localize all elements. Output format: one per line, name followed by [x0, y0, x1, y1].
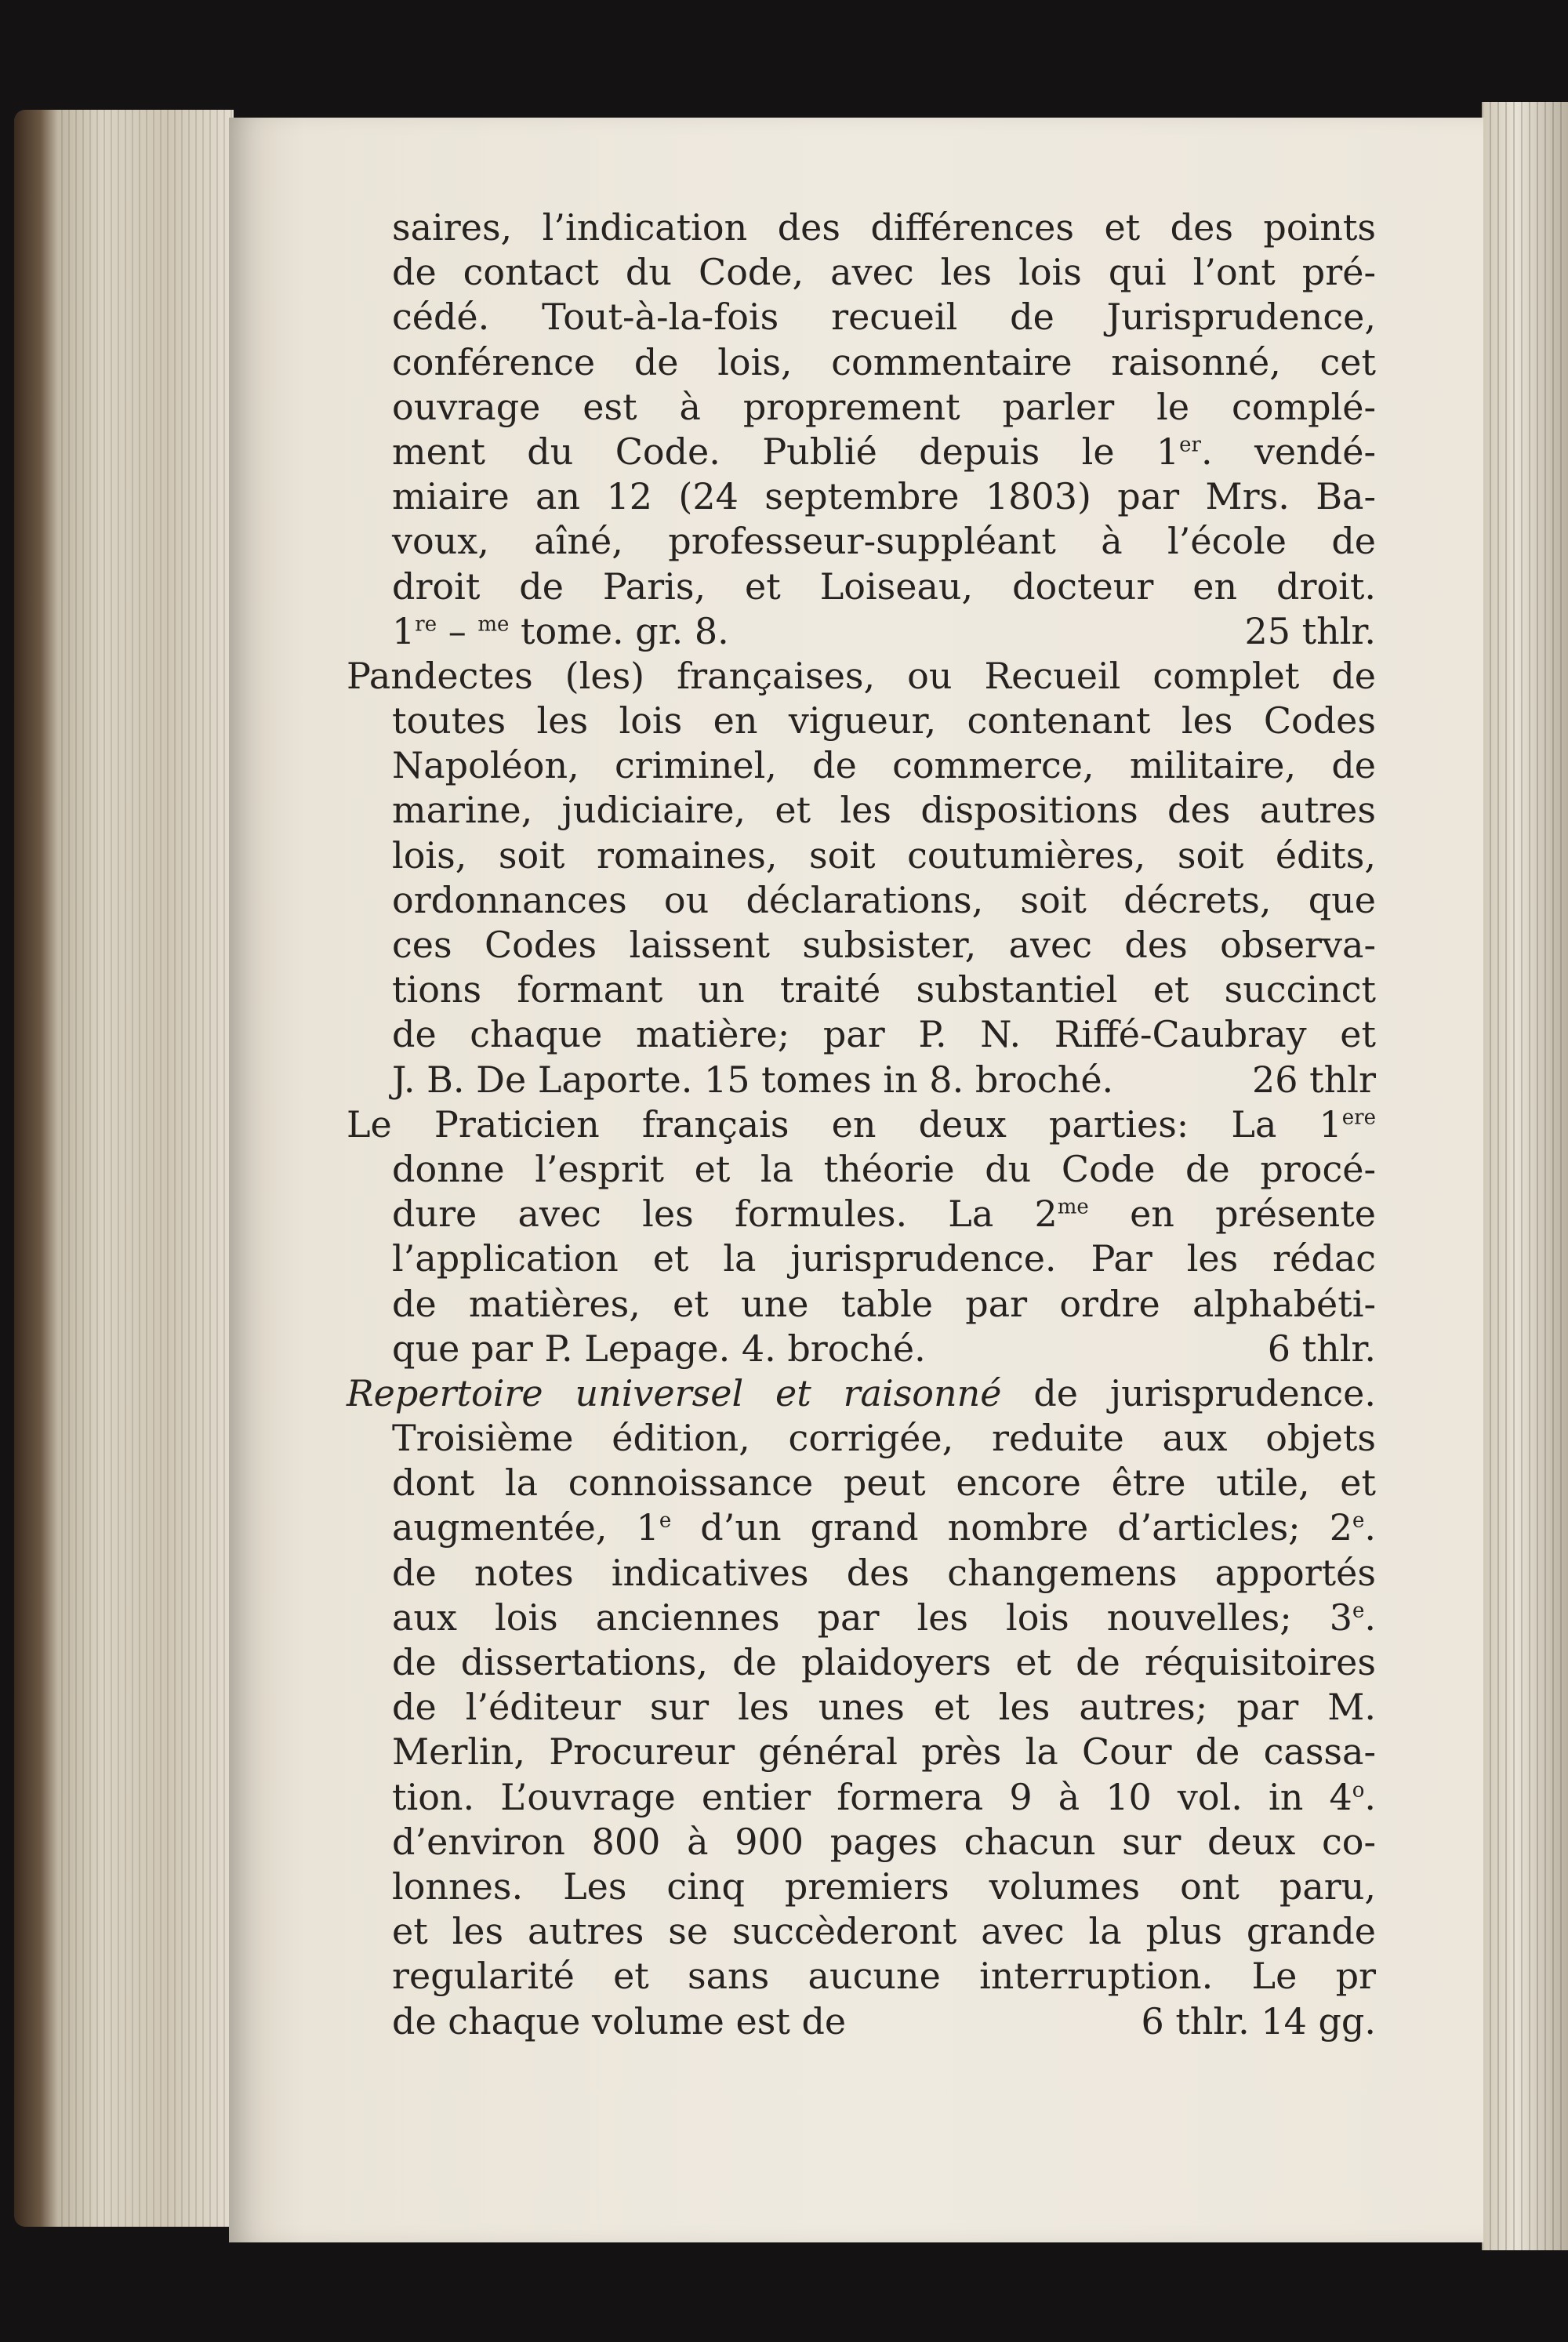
text-line: conférence de lois, commentaire raisonné, cet	[392, 340, 1376, 383]
price: 26 thlr	[1252, 1058, 1376, 1101]
text-segment: de chaque volume est de	[392, 1999, 847, 2042]
text-line: Merlin, Procureur général près la Cour de cassa-	[392, 1730, 1376, 1774]
text-line	[392, 1775, 1376, 1820]
text-line: regularité et sans aucune interruption. Le pr	[392, 1955, 1376, 1998]
text-line: de chaque matière; par P. N. Riffé-Caubray et	[392, 1013, 1376, 1056]
entry-heading-line	[347, 1371, 1376, 1416]
page-text	[347, 205, 1377, 2044]
text-line: toutes les lois en vigueur, contenant les Codes	[392, 699, 1376, 743]
text-segment: Le Praticien français en deux parties: La 1	[347, 1102, 1342, 1146]
text-line: cédé. Tout-à-la-fois recueil de Jurisprudence,	[392, 296, 1376, 339]
text-line: de matières, et une table par ordre alphabéti-	[392, 1282, 1376, 1325]
text-line	[392, 430, 1376, 474]
text-segment: –	[437, 609, 478, 652]
text-segment: tome. gr. 8.	[509, 609, 729, 652]
text-line: voux, aîné, professeur-suppléant à l’école de	[392, 520, 1376, 563]
text-segment	[392, 609, 729, 654]
superscript: e	[659, 1509, 672, 1534]
text-segment: .	[1364, 1506, 1377, 1549]
text-line: de notes indicatives des changemens apportés	[392, 1551, 1376, 1594]
text-line: miaire an 12 (24 septembre 1803) par Mrs. Ba-	[392, 475, 1376, 518]
text-line: et les autres se succèderont avec la plus grande	[392, 1910, 1376, 1953]
book-fore-edge-right	[1482, 102, 1568, 2250]
text-line: tions formant un traité substantiel et succinct	[392, 968, 1376, 1011]
text-segment: .	[1364, 1775, 1376, 1818]
price: 25 thlr.	[1244, 609, 1376, 652]
text-segment: ment du Code. Publié depuis le 1	[392, 430, 1180, 473]
superscript: me	[1057, 1195, 1089, 1219]
text-segment: en présente	[1088, 1193, 1376, 1236]
superscript: ere	[1341, 1106, 1376, 1130]
text-segment: tion. L’ouvrage entier formera 9 à 10 vol. in 4	[392, 1775, 1352, 1818]
text-line	[392, 1192, 1376, 1236]
book-page	[229, 118, 1483, 2242]
text-line: Napoléon, criminel, de commerce, militaire, de	[392, 744, 1376, 787]
text-line: de dissertations, de plaidoyers et de réquisitoires	[392, 1641, 1376, 1683]
text-line: Troisième édition, corrigée, reduite aux objets	[392, 1417, 1376, 1460]
text-line	[392, 1999, 1376, 2044]
text-line	[392, 1327, 1376, 1371]
text-line: d’environ 800 à 900 pages chacun sur deux co-	[392, 1820, 1376, 1863]
price: 6 thlr. 14 gg.	[1141, 1999, 1376, 2042]
text-line: droit de Paris, et Loiseau, docteur en droit.	[392, 565, 1376, 608]
superscript: o	[1352, 1778, 1365, 1803]
text-line: ces Codes laissent subsister, avec des observa-	[392, 924, 1376, 966]
text-segment: de jurisprudence.	[1001, 1371, 1376, 1414]
text-segment: que par P. Lepage. 4. broché.	[392, 1327, 926, 1370]
text-line	[392, 1058, 1376, 1102]
superscript: e	[1352, 1599, 1365, 1623]
superscript: re	[415, 612, 437, 637]
page-edges-left	[61, 110, 234, 2227]
entry-heading-line: Pandectes (les) françaises, ou Recueil complet de	[347, 654, 1376, 697]
text-line	[392, 1596, 1376, 1640]
text-line: l’application et la jurisprudence. Par les rédac	[392, 1237, 1376, 1280]
text-segment: 1	[392, 609, 416, 652]
text-segment: aux lois anciennes par les lois nouvelles; 3	[392, 1596, 1352, 1639]
text-segment: .	[1364, 1596, 1376, 1639]
text-line: ordonnances ou déclarations, soit décrets, que	[392, 878, 1376, 921]
text-line: de contact du Code, avec les lois qui l’ont pré-	[392, 251, 1376, 294]
text-segment: dure avec les formules. La 2	[392, 1193, 1058, 1236]
italic-title: Repertoire universel et raisonné	[347, 1371, 1002, 1414]
page-edges-right	[1482, 102, 1568, 2250]
text-line: donne l’esprit et la théorie du Code de procé-	[392, 1147, 1376, 1190]
text-segment: . vendé-	[1200, 430, 1376, 473]
superscript: e	[1352, 1509, 1365, 1534]
text-line: marine, judiciaire, et les dispositions des autres	[392, 789, 1376, 832]
superscript: er	[1179, 433, 1201, 457]
text-line: ouvrage est à proprement parler le complé-	[392, 385, 1376, 428]
price: 6 thlr.	[1267, 1327, 1376, 1370]
text-line: lois, soit romaines, soit coutumières, soit édits,	[392, 833, 1376, 877]
text-segment: d’un grand nombre d’articles; 2	[671, 1506, 1352, 1549]
text-line: de l’éditeur sur les unes et les autres; par M.	[392, 1686, 1376, 1729]
text-line	[392, 1505, 1376, 1550]
book-fore-edge-left	[14, 110, 234, 2227]
text-line: saires, l’indication des différences et des points	[392, 206, 1376, 249]
text-segment: J. B. De Laporte. 15 tomes in 8. broché.	[392, 1058, 1114, 1101]
superscript: me	[477, 612, 510, 637]
text-segment: augmentée, 1	[392, 1506, 659, 1549]
text-line: lonnes. Les cinq premiers volumes ont paru,	[392, 1865, 1376, 1908]
text-line: dont la connoissance peut encore être utile, et	[392, 1461, 1376, 1505]
text-line	[392, 609, 1376, 654]
entry-heading-line	[347, 1102, 1376, 1147]
